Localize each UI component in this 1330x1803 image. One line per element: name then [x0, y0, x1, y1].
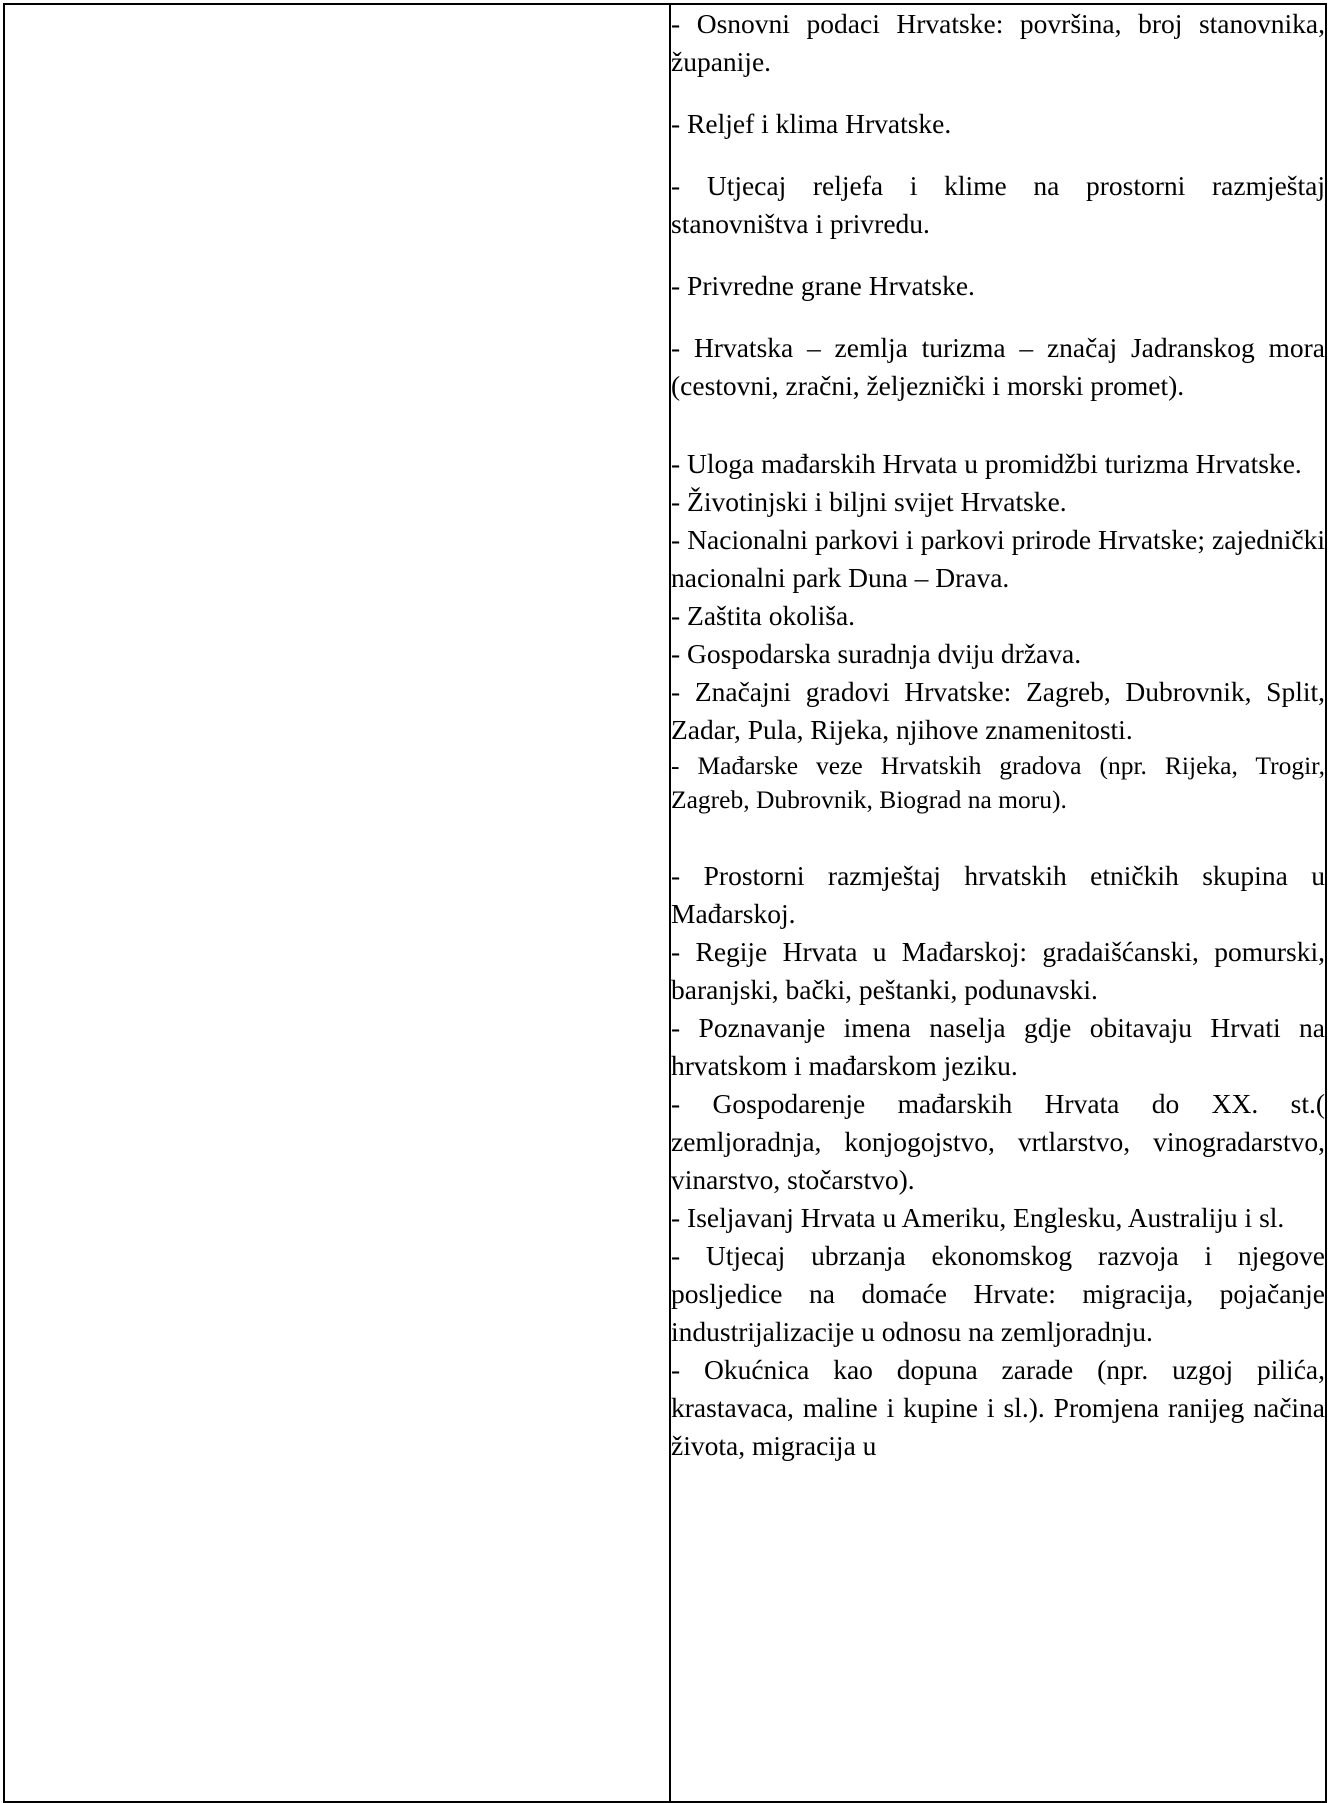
table-row — [4, 4, 1326, 1802]
document-table — [3, 3, 1327, 1803]
topic-regions: - Regije Hrvata u Mađarskoj: gradaišćanski, pomurski, baranjski, bački, peštanki, podunavski. — [671, 936, 1325, 1005]
topic-emigration: - Iseljavanj Hrvata u Ameriku, Englesku, Australiju i sl. — [671, 1202, 1285, 1233]
topic-economy-branches: - Privredne grane Hrvatske. — [671, 270, 975, 301]
topic-tourism: - Hrvatska – zemlja turizma – značaj Jadranskog mora (cestovni, zračni, željeznički i morski promet). — [671, 332, 1325, 401]
topic-relief-influence: - Utjecaj reljefa i klime na prostorni razmještaj stanovništva i privredu. — [671, 170, 1325, 239]
topic-major-cities: - Značajni gradovi Hrvatske: Zagreb, Dubrovnik, Split, Zadar, Pula, Rijeka, njihove znamenitosti. — [671, 676, 1325, 745]
section-nature-cities — [671, 445, 1325, 817]
right-column-cell — [670, 4, 1326, 1802]
topic-environment: - Zaštita okoliša. — [671, 600, 856, 631]
section-general-geography — [671, 5, 1325, 405]
topic-basic-data: - Osnovni podaci Hrvatske: površina, broj stanovnika, županije. — [671, 8, 1325, 77]
left-column-cell — [4, 4, 670, 1802]
section-croats-in-hungary — [671, 857, 1325, 1465]
topic-household-plot: - Okućnica kao dopuna zarade (npr. uzgoj pilića, krastavaca, maline i kupine i sl.). Promjena ranijeg načina života, migracija u — [671, 1354, 1325, 1461]
topic-economy-history: - Gospodarenje mađarskih Hrvata do XX. st.( zemljoradnja, konjogojstvo, vrtlarstvo, vinogradarstvo, vinarstvo, stočarstvo). — [671, 1088, 1325, 1195]
topic-economic-development: - Utjecaj ubrzanja ekonomskog razvoja i njegove posljedice na domaće Hrvate: migracija, pojačanje industrijalizacije u odnosu na zemljoradnju. — [671, 1240, 1325, 1347]
topic-tourism-promotion: - Uloga mađarskih Hrvata u promidžbi turizma Hrvatske. — [671, 448, 1302, 479]
topic-relief-climate: - Reljef i klima Hrvatske. — [671, 108, 952, 139]
topic-economic-cooperation: - Gospodarska suradnja dviju država. — [671, 638, 1082, 669]
topic-ethnic-groups: - Prostorni razmještaj hrvatskih etničkih skupina u Mađarskoj. — [671, 860, 1325, 929]
topic-national-parks: - Nacionalni parkovi i parkovi prirode Hrvatske; zajednički nacionalni park Duna – Drava. — [671, 524, 1325, 593]
topic-settlement-names: - Poznavanje imena naselja gdje obitavaju Hrvati na hrvatskom i mađarskom jeziku. — [671, 1012, 1325, 1081]
topic-flora-fauna: - Životinjski i biljni svijet Hrvatske. — [671, 486, 1067, 517]
topic-hungarian-links: - Mađarske veze Hrvatskih gradova (npr. Rijeka, Trogir, Zagreb, Dubrovnik, Biograd na moru). — [671, 751, 1325, 814]
